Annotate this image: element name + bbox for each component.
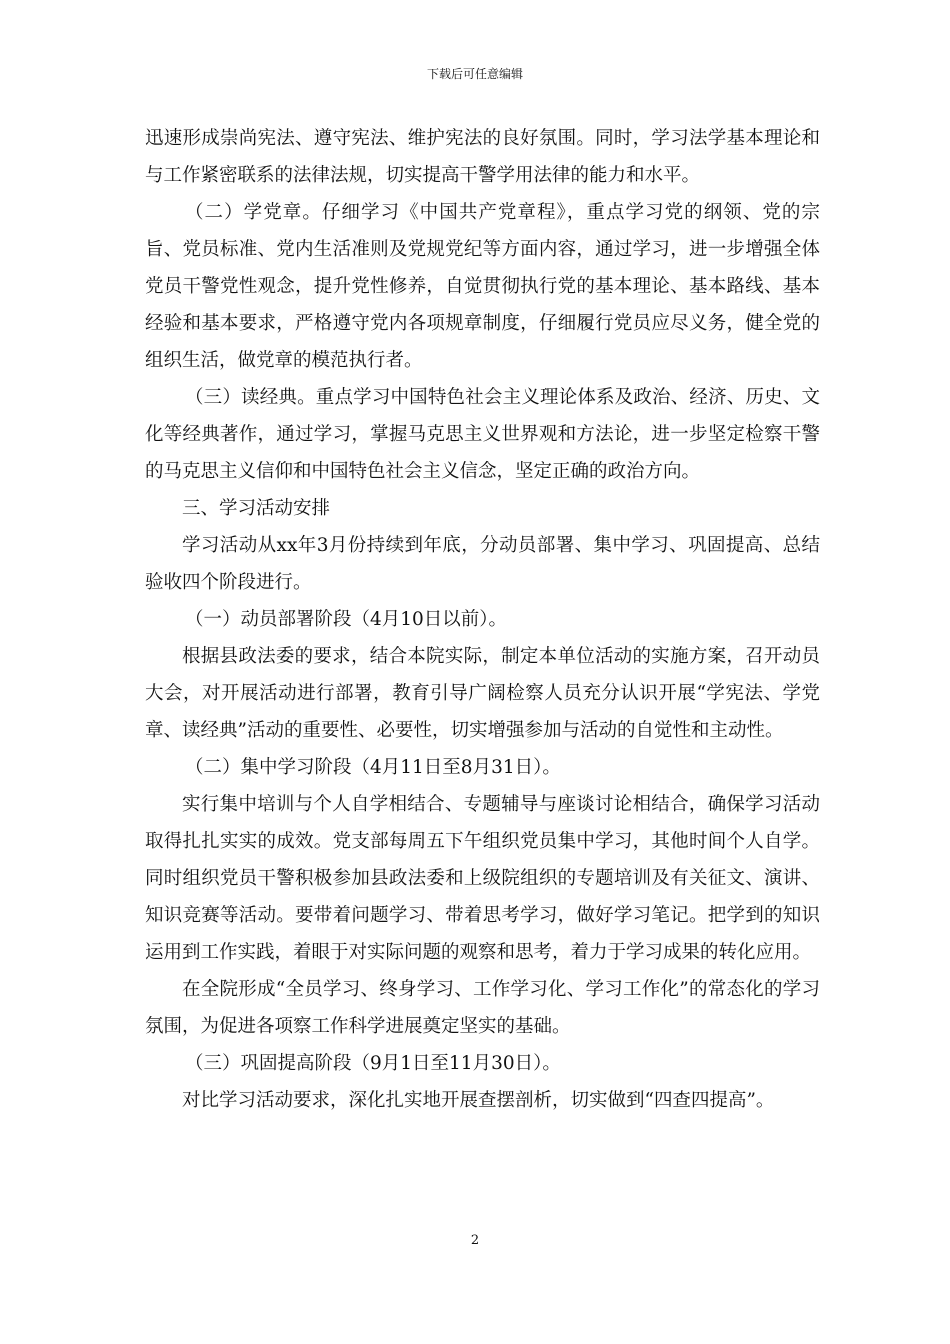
paragraph-activity-overview: 学习活动从xx年3月份持续到年底，分动员部署、集中学习、巩固提高、总结验收四个阶段进行。 <box>145 535 820 593</box>
subheading-consolidation-stage: （三）巩固提高阶段（9月1日至11月30日）。 <box>185 1053 561 1074</box>
page-header: 下载后可任意编辑 <box>426 67 523 81</box>
document-body <box>145 120 820 1119</box>
paragraph-mobilization: 根据县政法委的要求，结合本院实际，制定本单位活动的实施方案，召开动员大会，对开展活动进行部署，教育引导广阔检察人员充分认识开展“学宪法、学党章、读经典”活动的重要性、必要性，切实增强参加与活动的自觉性和主动性。 <box>145 646 820 741</box>
paragraph-learning-atmosphere: 在全院形成“全员学习、终身学习、工作学习化、学习工作化”的常态化的学习氛围，为促进各项察工作科学进展奠定坚实的基础。 <box>145 979 820 1037</box>
section-heading-arrangement: 三、学习活动安排 <box>182 498 331 519</box>
paragraph-study-party-constitution: （二）学党章。仔细学习《中国共产党章程》，重点学习党的纲领、党的宗旨、党员标准、党内生活准则及党规党纪等方面内容，通过学习，进一步增强全体党员干警党性观念，提升党性修养，自觉贯彻执行党的基本理论、基本路线、基本经验和基本要求，严格遵守党内各项规章制度，仔细履行党员应尽义务，健全党的组织生活，做党章的模范执行者。 <box>145 202 820 371</box>
subheading-mobilization-stage: （一）动员部署阶段（4月10日以前）。 <box>185 609 508 630</box>
paragraph-read-classics: （三）读经典。重点学习中国特色社会主义理论体系及政治、经济、历史、文化等经典著作，通过学习，掌握马克思主义世界观和方法论，进一步坚定检察干警的马克思主义信仰和中国特色社会主义信念，坚定正确的政治方向。 <box>145 387 820 482</box>
paragraph-continuation: 迅速形成崇尚宪法、遵守宪法、维护宪法的良好氛围。同时，学习法学基本理论和与工作紧密联系的法律法规，切实提高干警学用法律的能力和水平。 <box>145 128 820 186</box>
paragraph-concentrated-study: 实行集中培训与个人自学相结合、专题辅导与座谈讨论相结合，确保学习活动取得扎扎实实的成效。党支部每周五下午组织党员集中学习，其他时间个人自学。同时组织党员干警积极参加县政法委和上级院组织的专题培训及有关征文、演讲、知识竞赛等活动。要带着问题学习、带着思考学习，做好学习笔记。把学到的知识运用到工作实践，着眼于对实际问题的观察和思考，着力于学习成果的转化应用。 <box>145 794 820 963</box>
page-number: 2 <box>470 1233 480 1248</box>
paragraph-consolidation: 对比学习活动要求，深化扎实地开展查摆剖析，切实做到“四查四提高”。 <box>182 1090 775 1111</box>
subheading-concentrated-study-stage: （二）集中学习阶段（4月11日至8月31日）。 <box>185 757 561 778</box>
